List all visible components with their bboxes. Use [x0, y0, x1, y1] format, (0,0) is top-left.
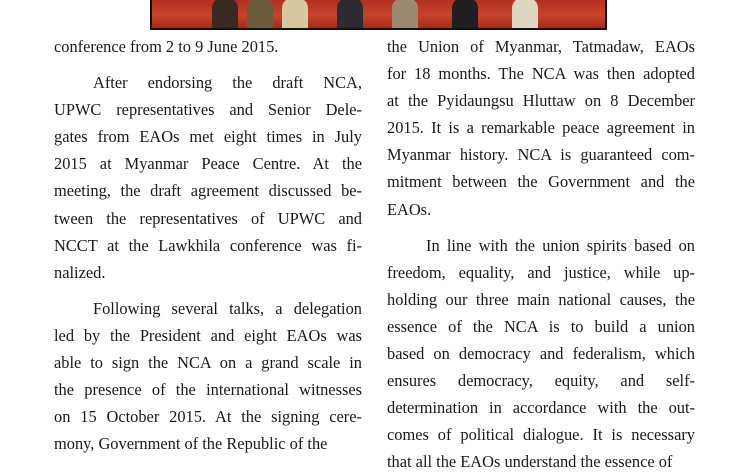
photo-figure [337, 0, 363, 28]
text-line: gates from EAOs met eight times in July [54, 127, 362, 147]
text-line: Following several talks, a delegation [93, 298, 362, 318]
text-line: meeting, the draft agreement discussed be- [54, 181, 362, 201]
text-line: nalized. [54, 262, 106, 282]
text-line: essence of the NCA is to build a union [387, 316, 695, 336]
paragraph [54, 33, 362, 60]
text-line: After endorsing the draft NCA, [93, 73, 362, 93]
photo-figure [512, 0, 538, 28]
photo-figure [452, 0, 478, 28]
text-line: based on democracy and federalism, which [387, 344, 695, 364]
text-line: In line with the union spirits based on [426, 235, 695, 255]
text-line: mony, Government of the Republic of the [54, 434, 328, 454]
text-line: UPWC representatives and Senior Dele- [54, 100, 362, 120]
paragraph [387, 33, 695, 223]
text-line: freedom, equality, and justice, while up- [387, 262, 695, 282]
paragraph [387, 232, 695, 476]
text-line: that all the EAOs understand the essence of [387, 452, 673, 472]
text-line: determination in accordance with the out- [387, 398, 695, 418]
left-column [54, 33, 362, 457]
paragraph-gap [387, 223, 695, 232]
text-line: NCCT at the Lawkhila conference was fi- [54, 235, 362, 255]
text-line: at the Pyidaungsu Hluttaw on 8 December [387, 91, 695, 111]
text-line: the presence of the international witnesses [54, 380, 362, 400]
text-line: holding our three main national causes, the [387, 289, 695, 309]
text-line: mitment between the Government and the [387, 172, 695, 192]
paragraph-gap [54, 60, 362, 69]
text-line: ensures democracy, equity, and self- [387, 371, 695, 391]
text-line: conference from 2 to 9 June 2015. [54, 37, 279, 56]
text-line: 2015 at Myanmar Peace Centre. At the [54, 154, 362, 174]
photo-figure [392, 0, 418, 28]
delegation-photo [150, 0, 607, 30]
text-line: Myanmar history. NCA is guaranteed com- [387, 145, 695, 165]
paragraph [54, 69, 362, 286]
text-line: 2015. It is a remarkable peace agreement in [387, 118, 695, 138]
photo-figure [212, 0, 238, 28]
photo-figure [247, 0, 273, 28]
text-line: led by the President and eight EAOs was [54, 325, 362, 345]
text-line: on 15 October 2015. At the signing cere- [54, 407, 362, 427]
text-line: for 18 months. The NCA was then adopted [387, 64, 695, 84]
paragraph-gap [54, 286, 362, 295]
text-line: tween the representatives of UPWC and [54, 208, 362, 228]
right-column [387, 33, 695, 476]
text-line: EAOs. [387, 199, 432, 219]
text-line: able to sign the NCA on a grand scale in [54, 353, 362, 373]
text-line: comes of political dialogue. It is necessary [387, 425, 695, 445]
text-line: the Union of Myanmar, Tatmadaw, EAOs [387, 37, 695, 56]
paragraph [54, 295, 362, 458]
photo-figure [282, 0, 308, 28]
